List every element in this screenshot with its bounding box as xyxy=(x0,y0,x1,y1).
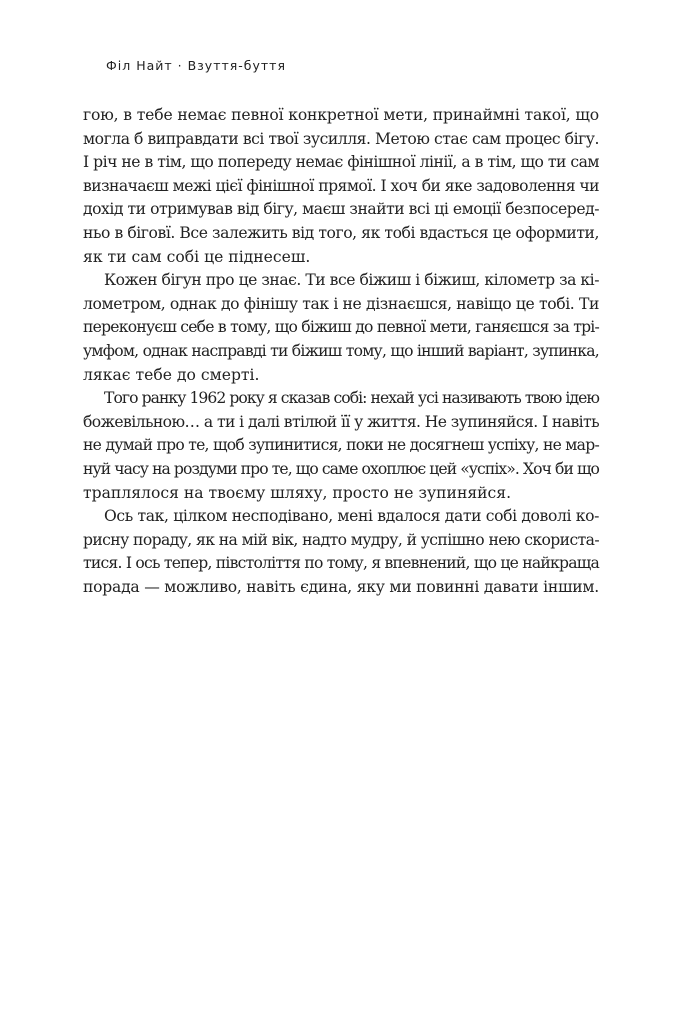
text-line: не думай про те, щоб зупинитися, поки не досягнеш успіху, не мар- xyxy=(83,436,600,455)
text-line: лометром, однак до фінішу так і не дізнаєшся, навіщо це тобі. Ти xyxy=(83,294,599,313)
text-line: нуй часу на роздуми про те, що саме охоплює цей «успіх». Хоч би що xyxy=(83,459,599,478)
text-line: тися. І ось тепер, півстоліття по тому, я впевнений, що це найкраща xyxy=(83,554,599,573)
text-line: порада — можливо, навіть єдина, яку ми повинні давати іншим. xyxy=(83,577,599,596)
text-line: як ти сам собі це піднесеш. xyxy=(83,247,311,266)
text-line: І річ не в тім, що попереду немає фінішної лінії, а в тім, що ти сам xyxy=(83,153,599,172)
text-line: божевільною… а ти і далі втілюй її у життя. Не зупиняйся. І навіть xyxy=(83,412,600,431)
running-header: Філ Найт · Взуття-буття xyxy=(106,58,286,73)
text-line: Ось так, цілком несподівано, мені вдалося дати собі доволі ко- xyxy=(104,507,599,526)
text-line: визначаєш межі цієї фінішної прямої. І хоч би яке задоволення чи xyxy=(83,176,599,195)
text-line: гою, в тебе немає певної конкретної мети, принаймні такої, що xyxy=(83,106,599,124)
text-line: траплялося на твоєму шляху, просто не зупиняйся. xyxy=(83,483,512,502)
text-line: Того ранку 1962 року я сказав собі: нехай усі називають твою ідею xyxy=(104,389,600,408)
text-line: дохід ти отримував від бігу, маєш знайти всі ці емоції безпосеред- xyxy=(83,200,600,219)
text-line: лякає тебе до смерті. xyxy=(83,365,260,384)
text-line: переконуєш себе в тому, що біжиш до певної мети, ганяєшся за трі- xyxy=(83,318,599,337)
text-line: Кожен бігун про це знає. Ти все біжиш і біжиш, кілометр за кі- xyxy=(104,271,599,290)
body-text xyxy=(83,104,599,599)
text-line: могла б виправдати всі твої зусилля. Метою стає сам процес бігу. xyxy=(83,129,599,148)
text-line: рисну пораду, як на мій вік, надто мудру, й успішно нею скориста- xyxy=(83,530,599,549)
text-line: ньо в біговї. Все залежить від того, як тобі вдасться це оформити, xyxy=(83,223,599,242)
text-line: умфом, однак насправді ти біжиш тому, що інший варіант, зупинка, xyxy=(83,341,599,360)
